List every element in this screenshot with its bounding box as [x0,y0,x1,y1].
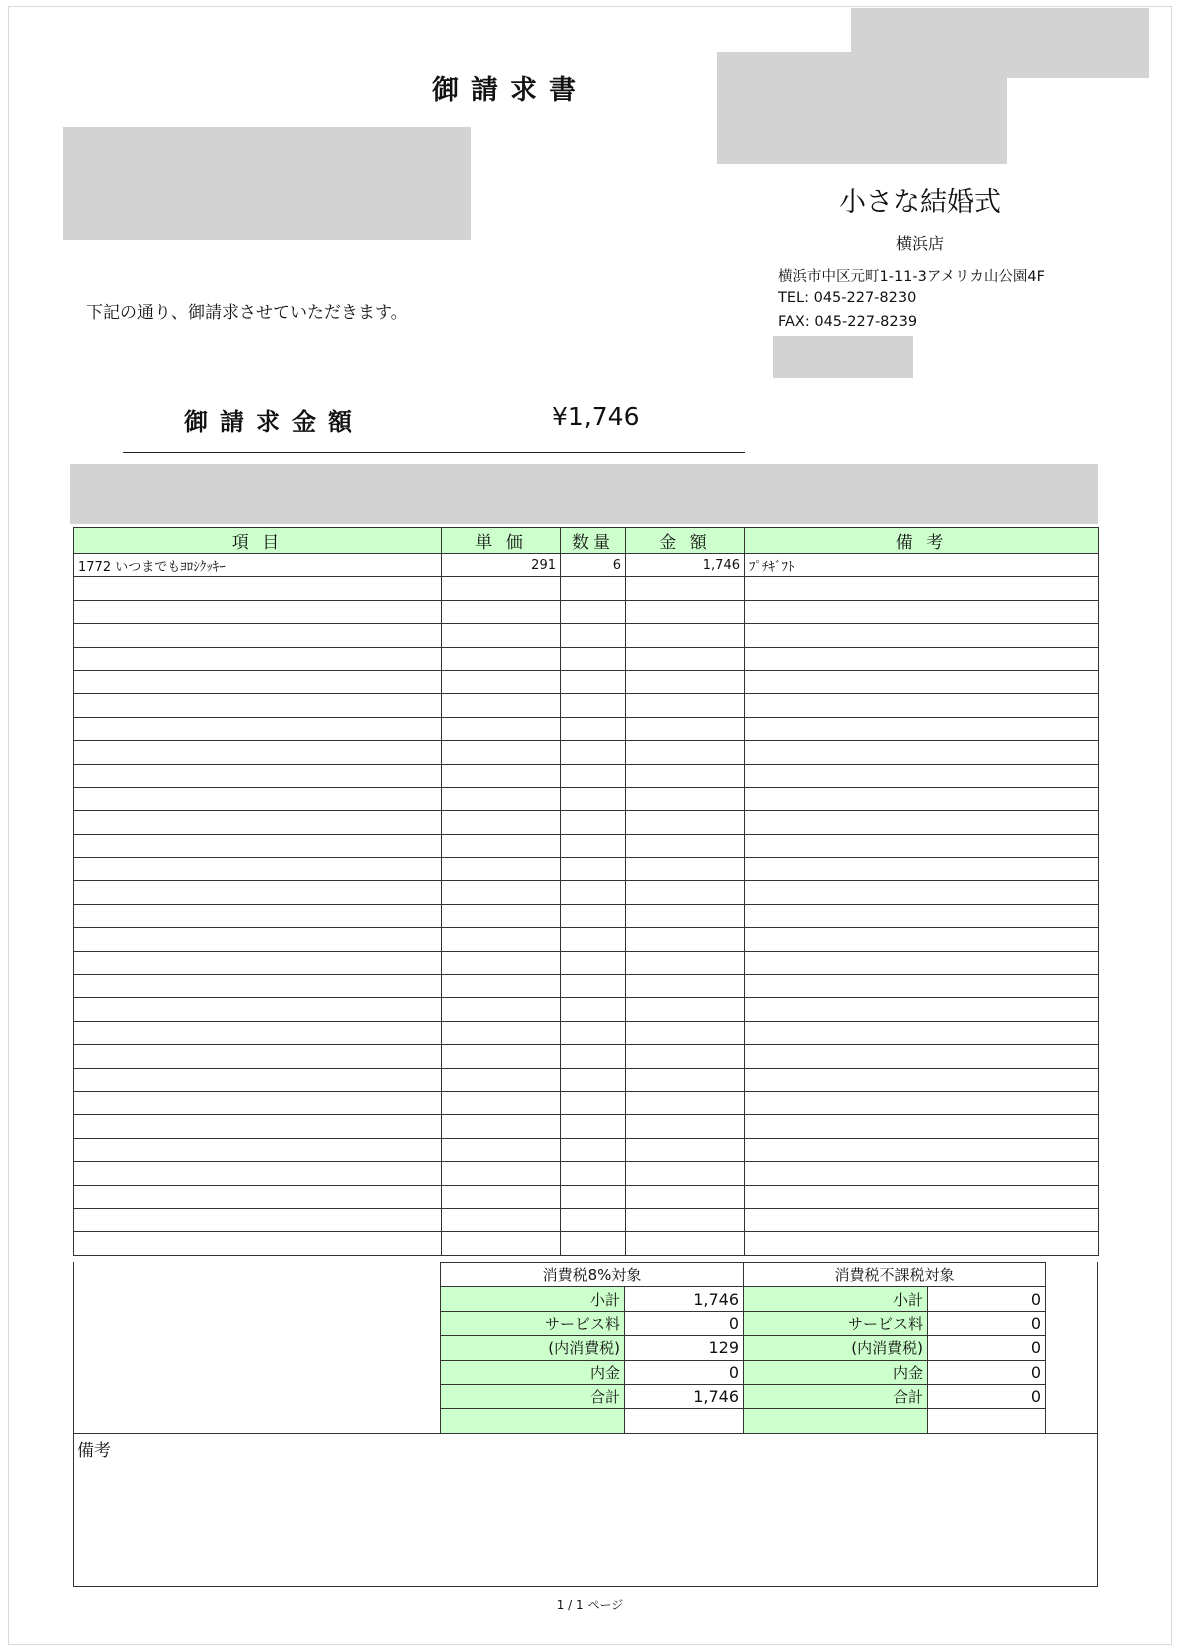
document-title: 御請求書 [432,75,588,106]
remarks-box [73,1433,1098,1587]
remarks-label: 備考 [77,1441,111,1461]
items-table [73,527,1099,1256]
table-row-blank [74,1091,1099,1114]
table-row [74,554,1099,577]
table-row-blank [74,764,1099,787]
nontaxable-value: 0 [928,1384,1046,1408]
tax-row-blank [441,1409,1046,1433]
taxable-value: 0 [625,1360,744,1384]
tax-row [441,1360,1046,1384]
tax-label: 小計 [441,1287,625,1311]
tax-row [441,1336,1046,1360]
table-row-blank [74,787,1099,810]
table-row-blank [74,1045,1099,1068]
header-amount: 金 額 [626,528,745,554]
tax-summary-table [440,1262,1046,1434]
table-row-blank [74,858,1099,881]
nontaxable-value: 0 [928,1287,1046,1311]
tax-label: 合計 [744,1384,928,1408]
redacted-block [70,464,1098,524]
invoice-amount-label: 御請求金額 [184,408,364,436]
table-row-blank [74,600,1099,623]
table-row-blank [74,1138,1099,1161]
table-row-blank [74,975,1099,998]
branch-name: 横浜店 [895,234,944,253]
items-header-row [74,528,1099,554]
tax-label: 内金 [744,1360,928,1384]
header-quantity: 数量 [561,528,626,554]
cell-item: 1772 いつまでもﾖﾛｼｸｯｷｰ [74,554,442,577]
nontaxable-value: 0 [928,1336,1046,1360]
table-row-blank [74,1021,1099,1044]
tax-label: (内消費税) [744,1336,928,1360]
tax-row [441,1287,1046,1311]
tax-label: サービス料 [441,1311,625,1335]
tax-label: サービス料 [744,1311,928,1335]
table-row-blank [74,1115,1099,1138]
cell-amount: 1,746 [626,554,745,577]
summary-right-border [1097,1262,1098,1433]
company-tel: TEL: 045-227-8230 [778,290,917,306]
taxable-value: 1,746 [625,1384,744,1408]
company-fax: FAX: 045-227-8239 [778,314,918,330]
intro-text: 下記の通り、御請求させていただきます。 [86,303,408,323]
company-name: 小さな結婚式 [839,187,1001,218]
table-row-blank [74,1185,1099,1208]
table-row-blank [74,834,1099,857]
redacted-block [773,336,913,378]
nontaxable-value: 0 [928,1311,1046,1335]
taxable-value: 0 [625,1311,744,1335]
table-row-blank [74,741,1099,764]
table-row-blank [74,811,1099,834]
cell-quantity: 6 [561,554,626,577]
tax-row [441,1384,1046,1408]
tax-label: 小計 [744,1287,928,1311]
table-row-blank [74,670,1099,693]
redacted-block [717,52,1007,164]
table-row-blank [74,1068,1099,1091]
nontaxable-title: 消費税不課税対象 [744,1263,1046,1287]
table-row-blank [74,577,1099,600]
nontaxable-value: 0 [928,1360,1046,1384]
tax-row [441,1311,1046,1335]
taxable-value: 129 [625,1336,744,1360]
header-unit-price: 単 価 [442,528,561,554]
company-address: 横浜市中区元町1-11-3アメリカ山公園4F [778,269,1045,285]
table-row-blank [74,1208,1099,1231]
cell-unit-price: 291 [442,554,561,577]
page-number: 1 / 1 ページ [556,1598,624,1612]
tax-label: 合計 [441,1384,625,1408]
table-row-blank [74,647,1099,670]
table-row-blank [74,998,1099,1021]
table-row-blank [74,1162,1099,1185]
amount-underline [123,452,745,453]
table-row-blank [74,717,1099,740]
invoice-amount-value: ¥1,746 [552,402,640,431]
table-row-blank [74,928,1099,951]
taxable-title: 消費税8%対象 [441,1263,744,1287]
summary-left-border [73,1262,74,1433]
header-note: 備 考 [745,528,1099,554]
table-row-blank [74,624,1099,647]
table-row-blank [74,694,1099,717]
table-row-blank [74,951,1099,974]
tax-label: 内金 [441,1360,625,1384]
table-row-blank [74,904,1099,927]
table-row-blank [74,881,1099,904]
table-row-blank [74,1232,1099,1255]
header-item: 項 目 [74,528,442,554]
cell-note: ﾌﾟﾁｷﾞﾌﾄ [745,554,1099,577]
tax-label: (内消費税) [441,1336,625,1360]
taxable-value: 1,746 [625,1287,744,1311]
redacted-block [63,127,471,240]
